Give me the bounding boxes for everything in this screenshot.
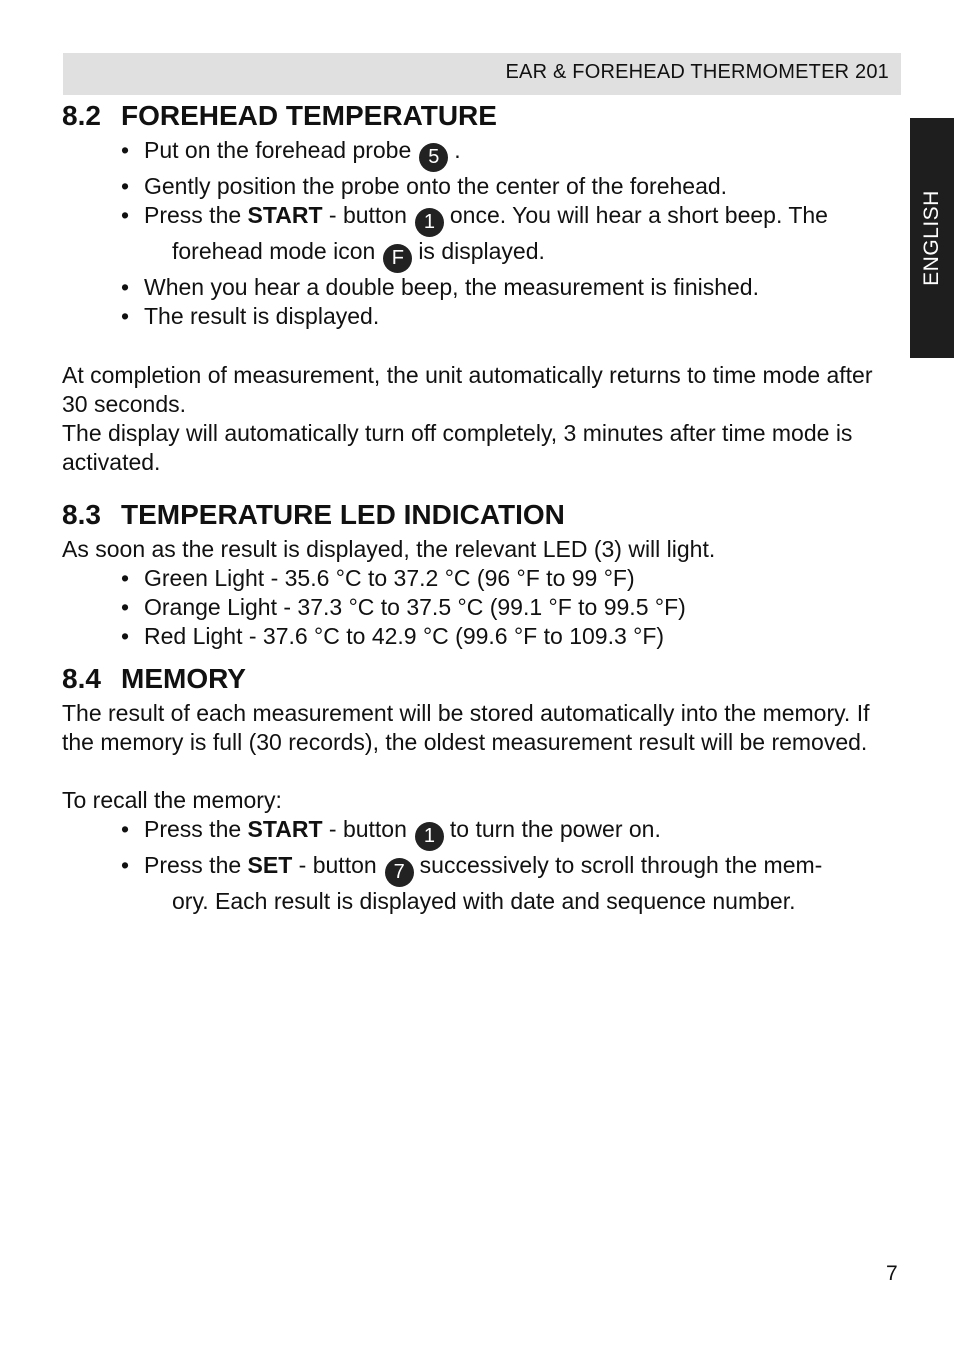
list-item: • When you hear a double beep, the measurement is finished.: [121, 273, 904, 302]
list-item: • Orange Light - 37.3 °C to 37.5 °C (99.1 °F to 99.5 °F): [121, 593, 904, 622]
page-content: [62, 96, 904, 916]
list-item: • The result is displayed.: [121, 302, 904, 331]
running-header: [63, 53, 901, 95]
list-item: • Press the START - button 1 to turn the power on.: [121, 815, 904, 851]
list-item: • Red Light - 37.6 °C to 42.9 °C (99.6 °F to 109.3 °F): [121, 622, 904, 651]
set-button-7-icon: 7: [385, 858, 414, 887]
section-8-4-heading: [62, 659, 904, 699]
paragraph: The display will automatically turn off completely, 3 minutes after time mode is activated.: [62, 419, 853, 475]
section-title: FOREHEAD TEMPERATURE: [121, 100, 497, 131]
section-8-2-heading: [62, 96, 904, 136]
forehead-mode-f-icon: F: [383, 244, 412, 273]
header-title: EAR & FOREHEAD THERMOMETER 201: [505, 61, 889, 83]
memory-steps-list: [62, 815, 904, 916]
section-title: MEMORY: [121, 663, 246, 695]
section-title: TEMPERATURE LED INDICATION: [121, 498, 565, 530]
list-item: • Press the START - button 1 once. You will hear a short beep. The forehead mode icon F is displayed.: [121, 201, 904, 273]
language-tab: [910, 118, 954, 358]
section-8-3-heading: [62, 495, 904, 535]
page-number: 7: [886, 1262, 898, 1285]
probe-5-icon: 5: [419, 143, 448, 172]
list-item: • Green Light - 35.6 °C to 37.2 °C (96 °F to 99 °F): [121, 564, 904, 593]
start-button-1-icon: 1: [415, 208, 444, 237]
list-item: • Press the SET - button 7 successively to scroll through the mem- ory. Each result is displayed with date and sequence number.: [121, 851, 904, 916]
section-number: 8.2: [62, 100, 101, 131]
section-number: 8.3: [62, 498, 101, 530]
list-item: • Put on the forehead probe 5 .: [121, 136, 904, 172]
paragraph: At completion of measurement, the unit automatically returns to time mode after 30 seconds.: [62, 361, 873, 417]
start-button-1-icon: 1: [415, 822, 444, 851]
language-tab-label: ENGLISH: [920, 190, 943, 286]
section-number: 8.4: [62, 663, 101, 695]
paragraph: To recall the memory:: [62, 787, 282, 814]
list-item: • Gently position the probe onto the center of the forehead.: [121, 172, 904, 201]
led-list: [62, 564, 904, 652]
forehead-steps-list: [62, 136, 904, 332]
paragraph: As soon as the result is displayed, the relevant LED (3) will light.: [62, 535, 716, 562]
paragraph: The result of each measurement will be stored automatically into the memory. If the memory is full (30 records), the oldest measurement result will be removed.: [62, 700, 870, 756]
